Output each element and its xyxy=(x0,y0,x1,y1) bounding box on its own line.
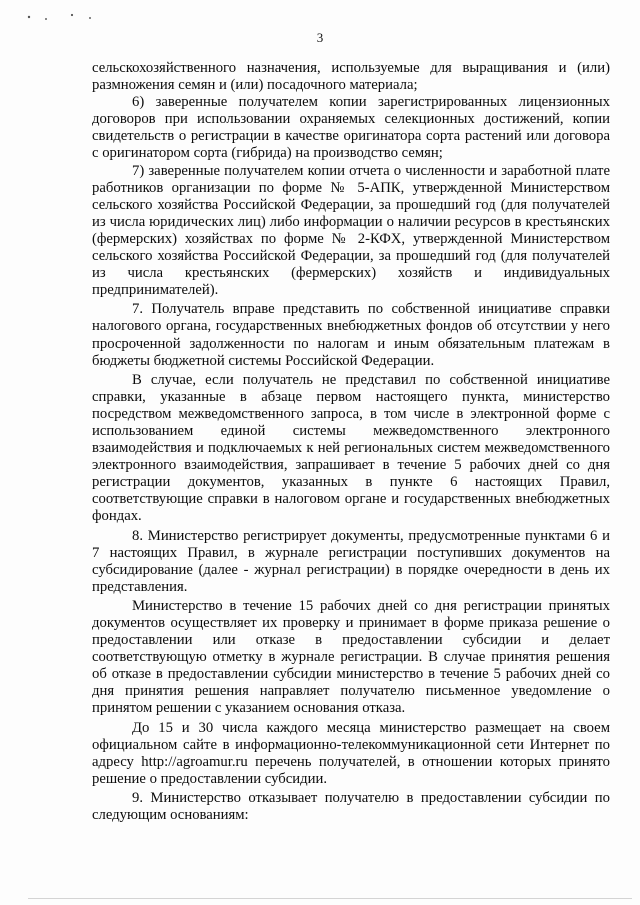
paragraph-clause-7: 7. Получатель вправе представить по собственной инициативе справки налогового органа, государственных внебюджетных фондов об отсутствии у него просроченной задолженности по налогам и иным обязательным платежам в бюджеты бюджетной системы Российской Федерации. xyxy=(92,301,610,369)
page-number: 3 xyxy=(316,30,324,45)
scan-artifact-marks xyxy=(26,10,106,24)
paragraph-clause-8: 8. Министерство регистрирует документы, предусмотренные пунктами 6 и 7 настоящих Правил, в журнале регистрации поступивших документов на субсидирование (далее - журнал регистрации) в порядке очередности в день их представления. xyxy=(92,527,610,595)
paragraph-item-6: 6) заверенные получателем копии зарегистрированных лицензионных договоров при использовании охраняемых селекционных достижений, копии свидетельств о регистрации в качестве оригинатора сорта растений или договора с оригинатором сорта (гибрида) на производство семян; xyxy=(92,94,610,162)
page-bottom-edge xyxy=(28,898,632,899)
paragraph-item-7: 7) заверенные получателем копии отчета о численности и заработной плате работников организации по форме № 5-АПК, утвержденной Министерством сельского хозяйства Российской Федерации, за прошедший год (для получателей из числа юридических лиц) либо информации о наличии ресурсов в крестьянских (фермерских) хозяйствах по форме № 2-КФХ, утвержденной Министерством сельского хозяйства Российской Федерации, за прошедший год (для получателей из числа крестьянских (фермерских) хозяйств и индивидуальных предпринимателей). xyxy=(92,162,610,299)
paragraph-clause-8-publication: До 15 и 30 числа каждого месяца министерство размещает на своем официальном сайте в информационно-телекоммуникационной сети Интернет по адресу http://agroamur.ru перечень получателей, в отношении которых принято решение о предоставлении субсидии. xyxy=(92,719,610,787)
paragraph-clause-8-decision: Министерство в течение 15 рабочих дней со дня регистрации принятых документов осуществляет их проверку и принимает в форме приказа решение о предоставлении или отказе в предоставлении субсидии и делает соответствующую отметку в журнале регистрации. В случае принятия решения об отказе в предоставлении субсидии министерство в течение 5 рабочих дней со дня принятия решения направляет получателю письменное уведомление о принятом решении с указанием основания отказа. xyxy=(92,597,610,717)
paragraph-clause-7-request: В случае, если получатель не представил по собственной инициативе справки, указанные в абзаце первом настоящего пункта, министерство посредством межведомственного запроса, в том числе в электронной форме с использованием единой системы межведомственного электронного взаимодействия и подключаемых к ней региональных систем межведомственного электронного взаимодействия, запрашивает в течение 5 рабочих дней со дня регистрации документов, указанных в пункте 6 настоящих Правил, соответствующие справки в налоговом органе и государственных внебюджетных фондах. xyxy=(92,371,610,525)
paragraph-clause-9: 9. Министерство отказывает получателю в предоставлении субсидии по следующим основаниям: xyxy=(92,789,610,824)
document-body xyxy=(92,60,610,824)
paragraph-continuation: сельскохозяйственного назначения, используемые для выращивания и (или) размножения семян и (или) посадочного материала; xyxy=(92,60,610,94)
